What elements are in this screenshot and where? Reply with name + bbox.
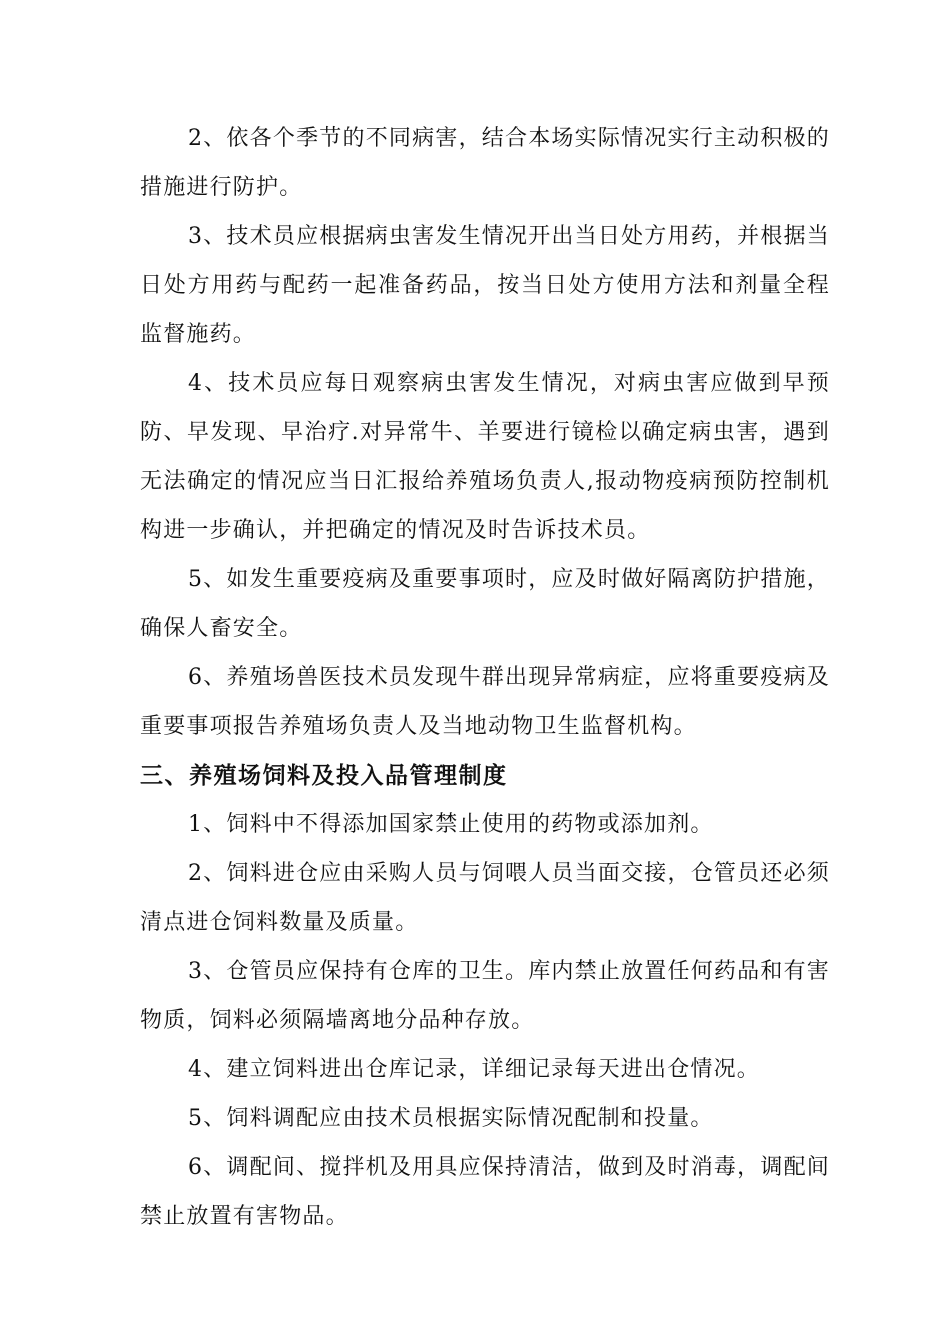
section-3-heading: 三、养殖场饲料及投入品管理制度 [140,762,508,789]
paragraph-s3-item-2: 2、饲料进仓应由采购人员与饲喂人员当面交接，仓管员还必须清点进仓饲料数量及质量。 [140,861,830,935]
paragraph-s2-item-6: 6、养殖场兽医技术员发现牛群出现异常病症，应将重要疫病及重要事项报告养殖场负责人及当地动物卫生监督机构。 [140,665,830,739]
paragraph-s2-item-5: 5、如发生重要疫病及重要事项时，应及时做好隔离防护措施，确保人畜安全。 [140,567,830,641]
paragraph-s3-item-4: 4、建立饲料进出仓库记录，详细记录每天进出仓情况。 [188,1057,760,1082]
paragraph-s3-item-1: 1、饲料中不得添加国家禁止使用的药物或添加剂。 [188,812,714,837]
paragraph-s2-item-3: 3、技术员应根据病虫害发生情况开出当日处方用药，并根据当日处方用药与配药一起准备药品，按当日处方使用方法和剂量全程监督施药。 [140,224,830,347]
paragraph-s2-item-2: 2、依各个季节的不同病害，结合本场实际情况实行主动积极的措施进行防护。 [140,126,830,200]
document-body [140,114,830,1241]
paragraph-s3-item-6: 6、调配间、搅拌机及用具应保持清洁，做到及时消毒，调配间禁止放置有害物品。 [140,1155,830,1229]
paragraph-s3-item-5: 5、饲料调配应由技术员根据实际情况配制和投量。 [188,1106,714,1131]
paragraph-s3-item-3: 3、仓管员应保持有仓库的卫生。库内禁止放置任何药品和有害物质，饲料必须隔墙离地分品种存放。 [140,959,830,1033]
paragraph-s2-item-4: 4、技术员应每日观察病虫害发生情况，对病虫害应做到早预防、早发现、早治疗.对异常牛、羊要进行镜检以确定病虫害，遇到无法确定的情况应当日汇报给养殖场负责人,报动物疫病预防控制机构进一步确认，并把确定的情况及时告诉技术员。 [140,371,830,543]
